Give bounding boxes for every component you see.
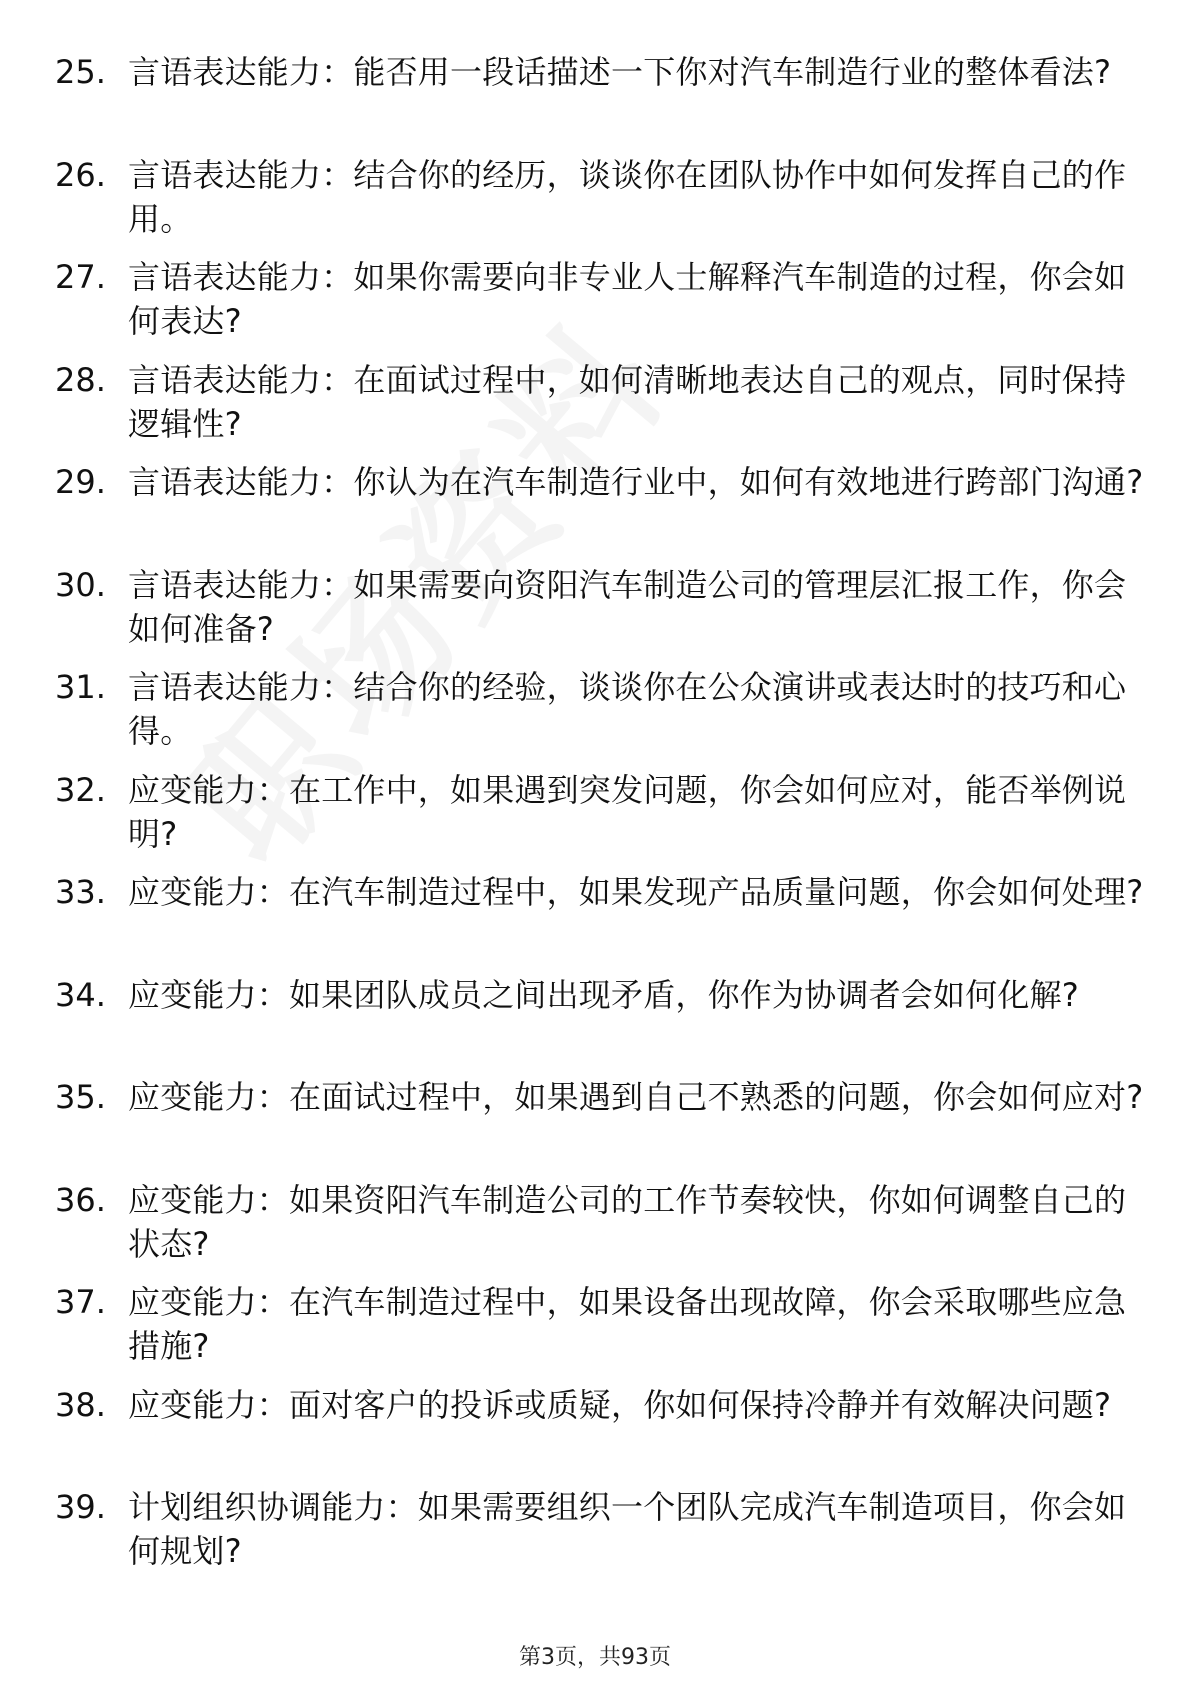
question-number: 28. [55, 360, 106, 399]
question-number: 30. [55, 565, 106, 604]
question-item [55, 255, 1145, 358]
question-item [55, 50, 1145, 153]
question-number: 39. [55, 1488, 106, 1526]
question-item [55, 153, 1145, 256]
question-text: 应变能力：如果团队成员之间出现矛盾，你作为协调者会如何化解? [128, 975, 1079, 1014]
question-text: 应变能力：在汽车制造过程中，如果设备出现故障，你会采取哪些应急措施? [128, 1283, 1127, 1365]
question-number: 36. [55, 1180, 106, 1219]
question-text: 应变能力：如果资阳汽车制造公司的工作节奏较快，你如何调整自己的状态? [128, 1180, 1127, 1263]
question-number: 35. [55, 1078, 106, 1116]
question-text: 言语表达能力：在面试过程中，如何清晰地表达自己的观点，同时保持逻辑性? [128, 360, 1127, 443]
question-number: 25. [55, 53, 106, 91]
question-number: 37. [55, 1283, 106, 1321]
question-number: 27. [55, 258, 106, 296]
question-item [55, 460, 1145, 563]
question-item [55, 1280, 1145, 1383]
page-number: 第3页，共93页 [519, 1645, 671, 1670]
question-item [55, 768, 1145, 871]
question-list [55, 50, 1145, 1588]
question-text: 言语表达能力：结合你的经验，谈谈你在公众演讲或表达时的技巧和心得。 [128, 668, 1127, 750]
question-number: 38. [55, 1385, 106, 1424]
question-text: 计划组织协调能力：如果需要组织一个团队完成汽车制造项目，你会如何规划? [128, 1488, 1127, 1570]
question-text: 应变能力：在汽车制造过程中，如果发现产品质量问题，你会如何处理? [128, 873, 1144, 911]
question-number: 33. [55, 873, 106, 911]
question-text: 言语表达能力：如果需要向资阳汽车制造公司的管理层汇报工作，你会如何准备? [128, 565, 1127, 648]
question-text: 应变能力：在工作中，如果遇到突发问题，你会如何应对，能否举例说明? [128, 770, 1127, 853]
question-text: 言语表达能力：结合你的经历，谈谈你在团队协作中如何发挥自己的作用。 [128, 155, 1127, 238]
question-text: 应变能力：在面试过程中，如果遇到自己不熟悉的问题，你会如何应对? [128, 1078, 1144, 1116]
question-number: 32. [55, 770, 106, 809]
page-footer [0, 1640, 1190, 1671]
question-text: 应变能力：面对客户的投诉或质疑，你如何保持冷静并有效解决问题? [128, 1385, 1112, 1424]
question-item [55, 563, 1145, 666]
question-text: 言语表达能力：你认为在汽车制造行业中，如何有效地进行跨部门沟通? [128, 463, 1144, 501]
question-item [55, 665, 1145, 768]
question-text: 言语表达能力：如果你需要向非专业人士解释汽车制造的过程，你会如何表达? [128, 258, 1127, 340]
question-number: 31. [55, 668, 106, 706]
question-item [55, 973, 1145, 1076]
question-text: 言语表达能力：能否用一段话描述一下你对汽车制造行业的整体看法? [128, 53, 1112, 91]
question-item [55, 358, 1145, 461]
question-item [55, 870, 1145, 973]
question-number: 26. [55, 155, 106, 194]
question-item [55, 1075, 1145, 1178]
question-item [55, 1485, 1145, 1588]
question-number: 29. [55, 463, 106, 501]
question-number: 34. [55, 975, 106, 1014]
question-item [55, 1178, 1145, 1281]
question-item [55, 1383, 1145, 1486]
